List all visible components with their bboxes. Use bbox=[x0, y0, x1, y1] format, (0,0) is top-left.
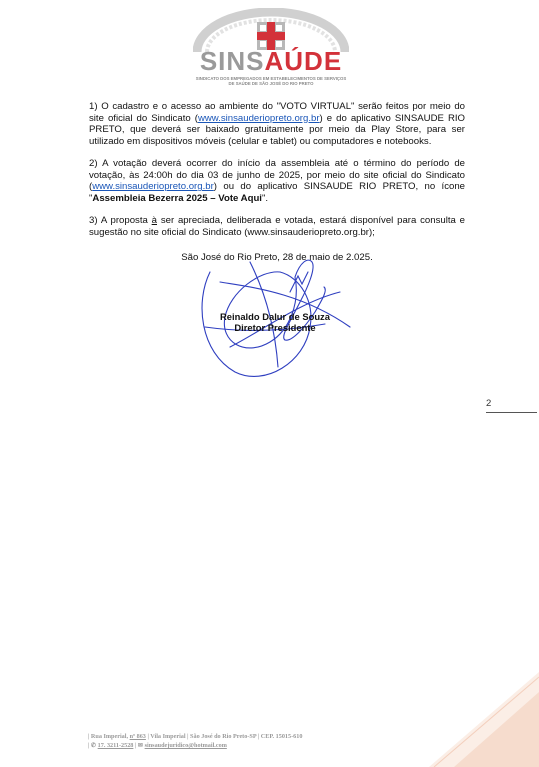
paragraph-2-text-c: ". bbox=[261, 192, 269, 204]
paragraph-3-text-b: ser apreciada, deliberada e votada, estará disponível para consulta e sugestão no site oficial do Sindicato (www.sinsauderiopreto.org.br); bbox=[89, 215, 466, 238]
logo-subtitle-line1: SINDICATO DOS EMPREGADOS EM ESTABELECIMENTOS DE SERVIÇOS bbox=[195, 76, 347, 81]
paragraph-2 bbox=[89, 158, 465, 204]
footer-address-a: | Rua Imperial, bbox=[88, 733, 130, 740]
footer-pipe-2: | bbox=[134, 742, 138, 749]
sinsaude-logo bbox=[190, 8, 352, 88]
footer-email[interactable]: sinsaudejuridico@hotmail.com bbox=[144, 742, 227, 749]
logo-brand-prefix: SINS bbox=[199, 46, 265, 76]
signatory-name: Reinaldo Dalur de Souza bbox=[220, 311, 330, 322]
logo-subtitle-line2: DE SAÚDE DE SÃO JOSÉ DO RIO PRETO bbox=[228, 81, 314, 86]
paragraph-1-text-b: ) e do aplicativo SINSAUDE RIO PRETO, que deverá ser baixado gratuitamente por meio da Play Store, para ser utilizado em dispositivos móveis (celular e tablet) ou computadores e notebooks. bbox=[89, 112, 465, 147]
page-number: 2 bbox=[486, 398, 492, 409]
logo-brand-accent: AÚDE bbox=[264, 46, 343, 76]
dateline: São José do Rio Preto, 28 de maio de 2.025. bbox=[181, 252, 373, 263]
vote-icon-label: Assembleia Bezerra 2025 – Vote Aqui bbox=[92, 192, 262, 204]
site-link-2[interactable]: www.sinsauderiopreto.org.br bbox=[92, 181, 214, 193]
footer-phone[interactable]: 17. 3211-2528 bbox=[97, 742, 134, 749]
footer-address-number: nº 863 bbox=[129, 733, 146, 740]
footer-address bbox=[88, 732, 302, 741]
footer-pipe: | bbox=[88, 742, 91, 749]
paragraph-1 bbox=[89, 101, 465, 147]
paragraph-3-text-a: 3) A proposta bbox=[89, 215, 152, 226]
mail-icon: ✉ bbox=[137, 742, 144, 749]
footer bbox=[88, 732, 302, 750]
handwritten-signature bbox=[190, 232, 360, 382]
paragraph-2-text-a: 2) A votação deverá ocorrer do início da assembleia até o término do período de votação, às 24:00h do dia 03 de junho de 2025, por meio do site oficial do Sindicato ( bbox=[89, 158, 465, 193]
signatory-block bbox=[175, 311, 375, 333]
whatsapp-icon: ✆ bbox=[90, 742, 97, 749]
corner-decoration bbox=[429, 672, 539, 767]
paragraph-3-underlined: à bbox=[151, 215, 157, 226]
logo-subtitle bbox=[190, 76, 352, 86]
site-link-1[interactable]: www.sinsauderiopreto.org.br bbox=[197, 112, 320, 124]
signatory-title: Diretor Presidente bbox=[234, 322, 316, 333]
footer-contacts bbox=[88, 741, 302, 750]
page-number-rule bbox=[486, 412, 537, 413]
logo-wordmark bbox=[190, 48, 352, 74]
paragraph-1-text-a: 1) O cadastro e o acesso ao ambiente do "VOTO VIRTUAL" serão feitos por meio do site oficial do Sindicato ( bbox=[89, 101, 465, 124]
footer-address-b: | Vila Imperial | São José do Rio Preto-SP | CEP. 15015-610 bbox=[145, 733, 303, 740]
paragraph-2-text-b: ) ou do aplicativo SINSAUDE RIO PRETO, no ícone " bbox=[89, 181, 465, 204]
